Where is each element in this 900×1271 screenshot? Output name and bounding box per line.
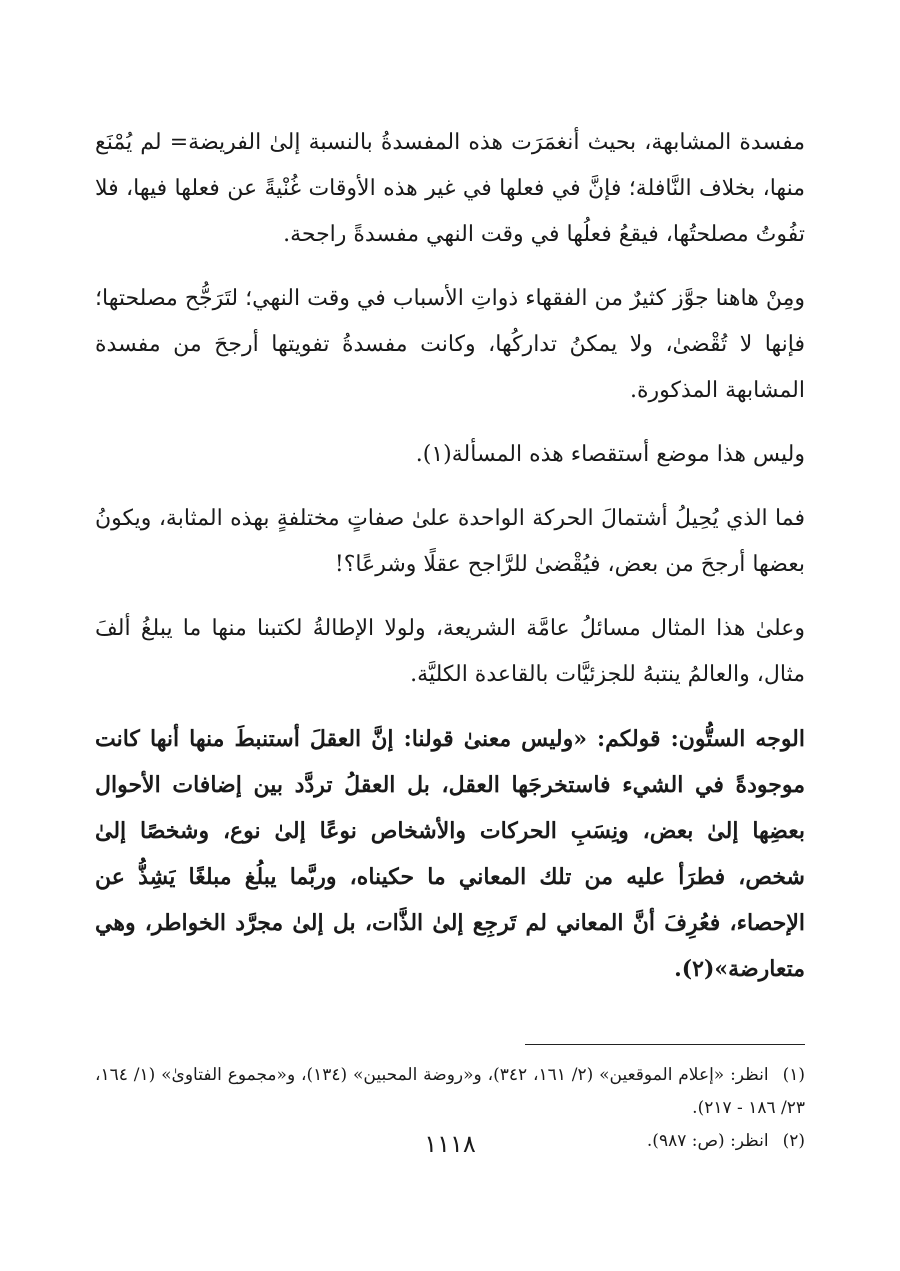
footnote-separator bbox=[525, 1044, 805, 1045]
paragraph-2: ومِنْ هاهنا جوَّز كثيرٌ من الفقهاء ذواتِ الأسباب في وقت النهي؛ لتَرَجُّح مصلحتها؛ فإنها لا تُقْضىٰ، ولا يمكنُ تداركُها، وكانت مفسدةُ تفويتها أرجحَ من مفسدة المشابهة المذكورة. bbox=[95, 286, 805, 403]
footnote-1 bbox=[95, 1059, 805, 1125]
paragraph-5: وعلىٰ هذا المثال مسائلُ عامَّة الشريعة، ولولا الإطالةُ لكتبنا منها ما يبلغُ ألفَ مثال، والعالمُ ينتبهُ للجزئيَّات بالقاعدة الكليَّة. bbox=[95, 616, 805, 687]
footnote-1-number: (١) bbox=[782, 1065, 805, 1085]
footnote-separator-wrap bbox=[95, 1010, 805, 1059]
paragraph-4: فما الذي يُحِيلُ أشتمالَ الحركة الواحدة علىٰ صفاتٍ مختلفةٍ بهذه المثابة، ويكونُ بعضها أرجحَ من بعض، فيُقْضىٰ للرَّاجح عقلًا وشرعًا؟! bbox=[95, 506, 805, 577]
paragraph-6-quoted-argument: الوجه الستُّون: قولكم: «وليس معنىٰ قولنا: إنَّ العقلَ أستنبطَ منها أنها كانت موجودةً في الشيء فاستخرجَها العقل، بل العقلُ تردَّد بين إضافات الأحوال بعضِها إلىٰ بعض، ونِسَبِ الحركات والأشخاص نوعًا إلىٰ نوع، وشخصًا إلىٰ شخص، فطرَأ عليه من تلك المعاني ما حكيناه، وربَّما يبلُغ مبلغًا يَشِذُّ عن الإحصاء، فعُرِفَ أنَّ المعاني لم تَرجِع إلىٰ الذَّات، بل إلىٰ مجرَّد الخواطر، وهي متعارضة»(٢). bbox=[95, 726, 805, 982]
footnote-1-text: انظر: «إعلام الموقعين» (٢/ ١٦١، ٣٤٢)، و«روضة المحبين» (١٣٤)، و«مجموع الفتاوىٰ» (١/ ١٦٤، ٢٣/ ١٨٦ - ٢١٧). bbox=[95, 1065, 805, 1118]
footnote-2-number: (٢) bbox=[782, 1131, 805, 1151]
footnote-2-text: انظر: (ص: ٩٨٧). bbox=[646, 1131, 769, 1151]
page-number: ١١١٨ bbox=[424, 1130, 476, 1158]
paragraph-3: وليس هذا موضع أستقصاء هذه المسألة(١). bbox=[415, 442, 805, 467]
paragraph-1: مفسدة المشابهة، بحيث أنغمَرَت هذه المفسدةُ بالنسبة إلىٰ الفريضة= لم يُمْنَع منها، بخلاف النَّافلة؛ فإنَّ في فعلها في غير هذه الأوقات غُنْيةً عن فعلها فيها، فلا تفُوتُ مصلحتُها، فيقعُ فعلُها في وقت النهي مفسدةً راجحة. bbox=[95, 130, 806, 247]
